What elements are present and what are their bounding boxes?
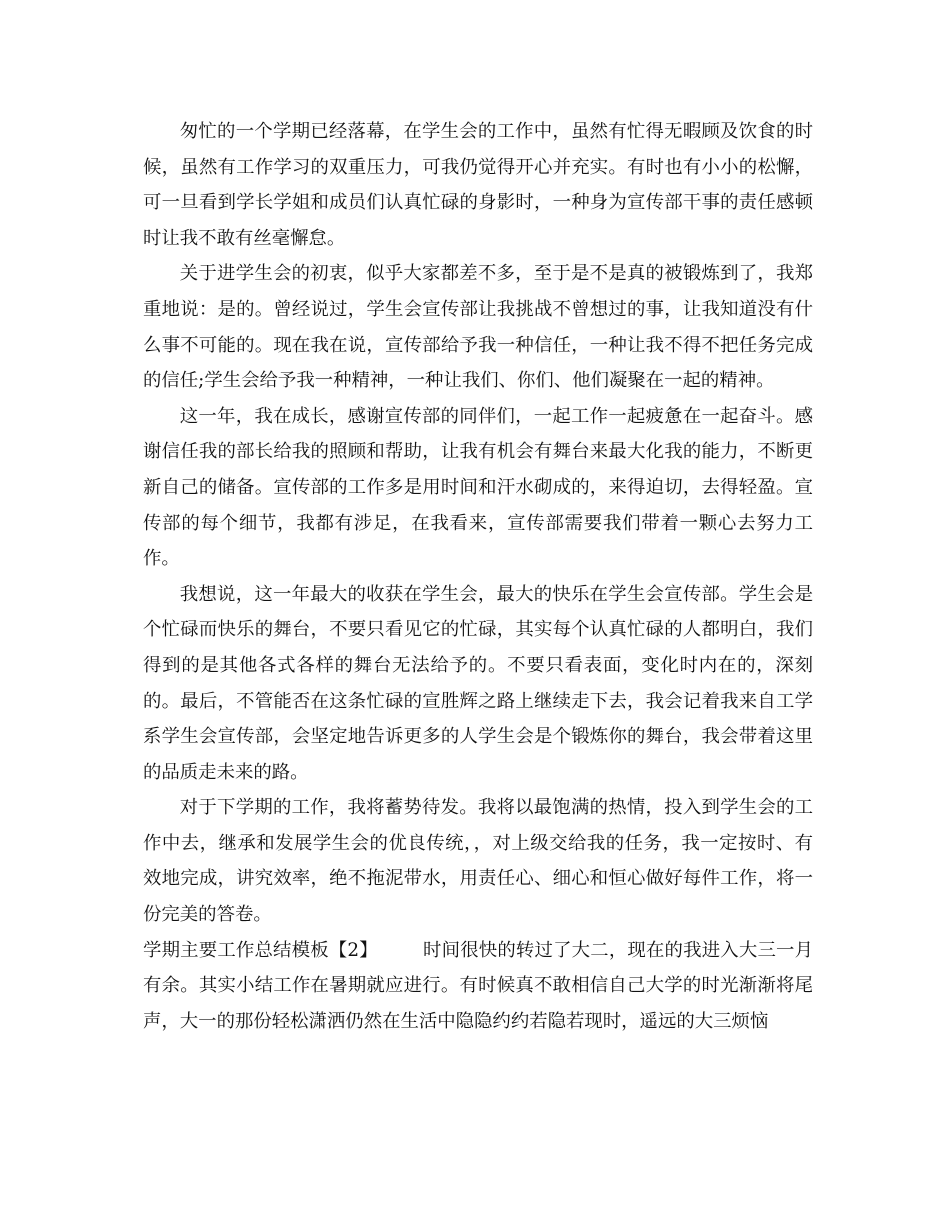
paragraph-1: 匆忙的一个学期已经落幕，在学生会的工作中，虽然有忙得无暇顾及饮食的时候，虽然有工作学习的双重压力，可我仍觉得开心并充实。有时也有小小的松懈，可一旦看到学长学姐和成员们认真忙碌的身影时，一种身为宣传部干事的责任感顿时让我不敢有丝毫懈怠。	[143, 121, 813, 249]
section-text: 时间很快的转过了大二，现在的我进入大三一月有余。其实小结工作在暑期就应进行。有时候真不敢相信自己大学的时光渐渐将尾声，大一的那份轻松潇洒仍然在生活中隐隐约约若隐若现时，遥远的大三烦恼	[143, 939, 813, 1032]
paragraph-3: 这一年，我在成长，感谢宣传部的同伴们，一起工作一起疲惫在一起奋斗。感谢信任我的部长给我的照顾和帮助，让我有机会有舞台来最大化我的能力，不断更新自己的储备。宣传部的工作多是用时间和汗水砌成的，来得迫切，去得轻盈。宣传部的每个细节，我都有涉足，在我看来，宣传部需要我们带着一颗心去努力工作。	[143, 405, 813, 570]
section-heading: 学期主要工作总结模板【2】	[143, 939, 378, 961]
paragraph-5: 对于下学期的工作，我将蓄势待发。我将以最饱满的热情，投入到学生会的工作中去，继承和发展学生会的优良传统，，对上级交给我的任务，我一定按时、有效地完成，讲究效率，绝不拖泥带水，用责任心、细心和恒心做好每件工作，将一份完美的答卷。	[143, 797, 813, 926]
section-paragraph	[143, 933, 813, 1040]
paragraph-4: 我想说，这一年最大的收获在学生会，最大的快乐在学生会宣传部。学生会是个忙碌而快乐的舞台，不要只看见它的忙碌，其实每个认真忙碌的人都明白，我们得到的是其他各式各样的舞台无法给予的。不要只看表面，变化时内在的，深刻的。最后，不管能否在这条忙碌的宣胜辉之路上继续走下去，我会记着我来自工学系学生会宣传部，会坚定地告诉更多的人学生会是个锻炼你的舞台，我会带着这里的品质走未来的路。	[143, 583, 813, 783]
document-body	[143, 114, 813, 1039]
paragraph-2: 关于进学生会的初衷，似乎大家都差不多，至于是不是真的被锻炼到了，我郑重地说：是的。曾经说过，学生会宣传部让我挑战不曾想过的事，让我知道没有什么事不可能的。现在我在说，宣传部给予我一种信任，一种让我不得不把任务完成的信任;学生会给予我一种精神，一种让我们、你们、他们凝聚在一起的精神。	[143, 263, 813, 392]
